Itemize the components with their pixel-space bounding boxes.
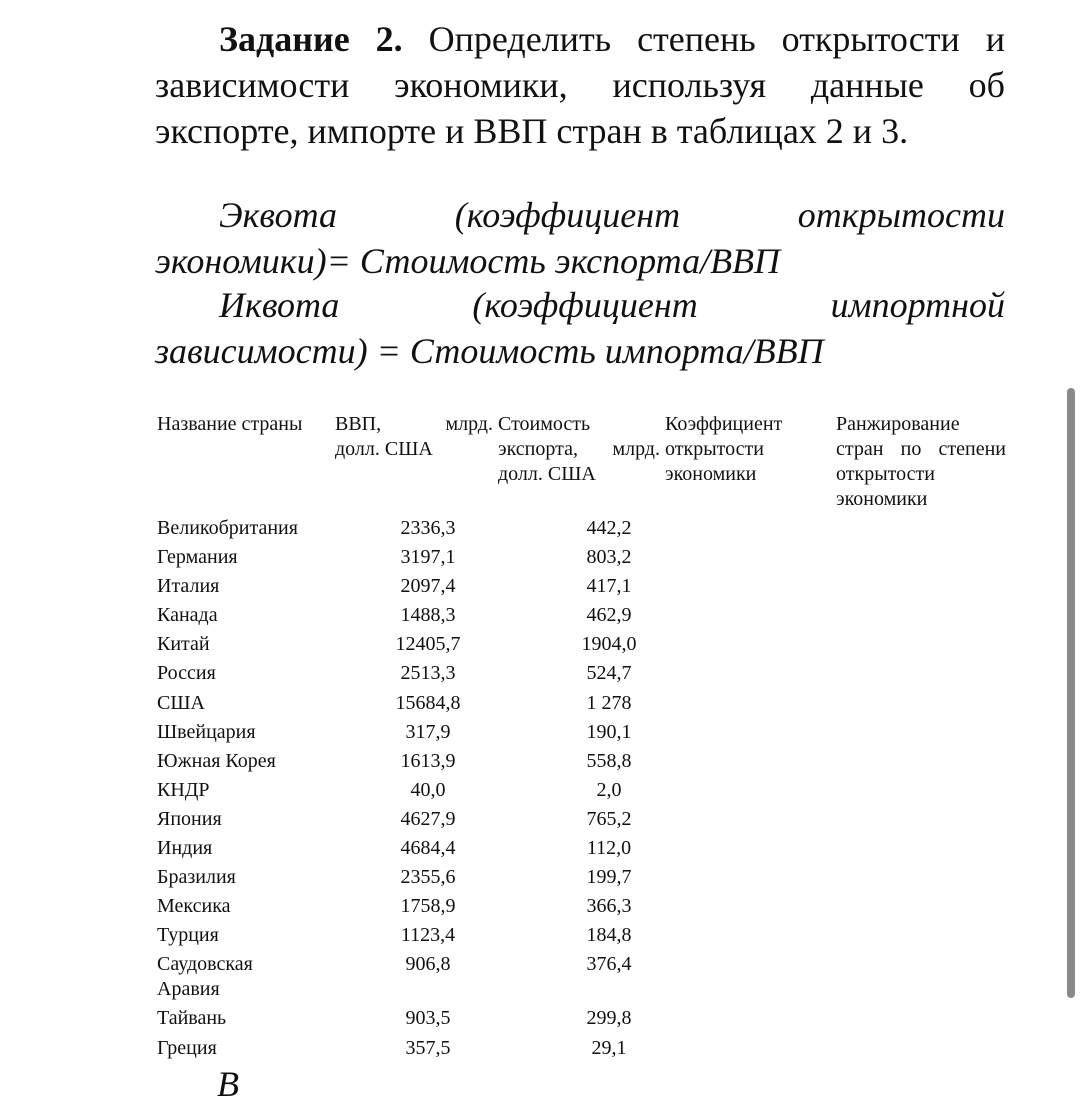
formula-term: Иквота bbox=[219, 285, 340, 325]
cell-country: Италия bbox=[157, 575, 220, 598]
table-row bbox=[157, 865, 1007, 894]
cell-gdp: 357,5 bbox=[405, 1036, 451, 1059]
formula-term: импортной bbox=[830, 285, 1005, 325]
cell-country: Саудовская Аравия bbox=[157, 953, 253, 1001]
cell-gdp: 1123,4 bbox=[400, 924, 456, 947]
vertical-scrollbar[interactable] bbox=[1067, 388, 1075, 998]
cell-export: 2,0 bbox=[596, 778, 622, 801]
header-text: ВВП, bbox=[335, 413, 382, 435]
cell-gdp: 12405,7 bbox=[395, 633, 461, 656]
cell-export: 29,1 bbox=[591, 1036, 627, 1059]
table-row bbox=[157, 749, 1007, 778]
table-row bbox=[157, 778, 1007, 807]
cell-country: Индия bbox=[157, 837, 213, 860]
cell-country: Канада bbox=[157, 604, 218, 627]
task-text: Определить степень открытости и зависимости экономики, используя данные об экспорте, импорте и ВВП стран в таблицах 2 и 3. bbox=[155, 19, 1005, 151]
table-row bbox=[157, 545, 1007, 574]
table-row bbox=[157, 952, 1007, 1006]
cell-export: 524,7 bbox=[586, 662, 632, 685]
header-text: Ранжирование bbox=[836, 413, 960, 435]
cell-gdp: 1488,3 bbox=[400, 604, 456, 627]
table-row bbox=[157, 1036, 1007, 1065]
table-row bbox=[157, 836, 1007, 865]
import-quota-formula bbox=[155, 282, 1005, 374]
formula-term: (коэффициент bbox=[454, 195, 681, 235]
cell-export: 765,2 bbox=[586, 807, 632, 830]
header-text: открытости bbox=[665, 438, 764, 460]
cell-gdp: 903,5 bbox=[405, 1007, 451, 1030]
cell-gdp: 15684,8 bbox=[395, 691, 461, 714]
cell-export: 1904,0 bbox=[581, 633, 637, 656]
table-row bbox=[157, 516, 1007, 545]
formula-definition: экономики)= Стоимость экспорта/ВВП bbox=[155, 241, 781, 281]
cell-gdp: 2355,6 bbox=[400, 866, 456, 889]
cell-export: 376,4 bbox=[586, 953, 632, 976]
cell-country: Мексика bbox=[157, 895, 231, 918]
formula-term: (коэффициент bbox=[472, 285, 698, 325]
cell-export: 299,8 bbox=[586, 1007, 632, 1030]
cell-gdp: 2513,3 bbox=[400, 662, 456, 685]
table-row bbox=[157, 1006, 1007, 1035]
formula-definition: зависимости) = Стоимость импорта/ВВП bbox=[155, 331, 824, 371]
header-gdp bbox=[335, 412, 493, 462]
cell-gdp: 4627,9 bbox=[400, 807, 456, 830]
cell-country: КНДР bbox=[157, 778, 210, 801]
cell-gdp: 2336,3 bbox=[400, 517, 456, 539]
cell-export: 442,2 bbox=[586, 517, 632, 539]
cell-export: 112,0 bbox=[586, 837, 632, 860]
cell-export: 184,8 bbox=[586, 924, 632, 947]
header-text: экспорта, bbox=[498, 438, 578, 460]
table-row bbox=[157, 720, 1007, 749]
cell-gdp: 906,8 bbox=[405, 953, 451, 976]
header-openness-coefficient bbox=[665, 412, 815, 487]
cell-export: 190,1 bbox=[586, 720, 632, 743]
cell-country: Швейцария bbox=[157, 720, 256, 743]
formula-term: открытости bbox=[797, 195, 1005, 235]
header-ranking bbox=[836, 412, 1006, 512]
header-text: млрд. bbox=[445, 413, 493, 435]
cell-country: США bbox=[157, 691, 205, 714]
header-text: Стоимость bbox=[498, 413, 591, 435]
header-text: экономики bbox=[665, 463, 757, 485]
header-text: долл. США bbox=[498, 463, 596, 485]
cell-gdp: 2097,4 bbox=[400, 575, 456, 598]
cell-export: 1 278 bbox=[586, 691, 632, 714]
cell-country: Турция bbox=[157, 924, 219, 947]
table-body bbox=[157, 516, 1007, 1065]
cell-gdp: 4684,4 bbox=[400, 837, 456, 860]
task-label: Задание 2. bbox=[219, 19, 403, 59]
header-export bbox=[498, 412, 660, 487]
cell-country: Великобритания bbox=[157, 517, 298, 539]
header-text: Коэффициент bbox=[665, 413, 783, 435]
table-row bbox=[157, 923, 1007, 952]
cell-country: Германия bbox=[157, 546, 238, 569]
table-row bbox=[157, 691, 1007, 720]
cell-country: Бразилия bbox=[157, 866, 236, 889]
cell-export: 199,7 bbox=[586, 866, 632, 889]
table-row bbox=[157, 632, 1007, 661]
table-header bbox=[157, 412, 1007, 512]
table-row bbox=[157, 574, 1007, 603]
cell-country: Греция bbox=[157, 1036, 217, 1059]
cell-gdp: 1758,9 bbox=[400, 895, 456, 918]
countries-table bbox=[157, 412, 1007, 1059]
table-row bbox=[157, 807, 1007, 836]
cell-gdp: 3197,1 bbox=[400, 546, 456, 569]
export-quota-formula bbox=[155, 192, 1005, 284]
cell-country: Россия bbox=[157, 662, 216, 685]
header-text: млрд. bbox=[612, 438, 660, 460]
cell-gdp: 1613,9 bbox=[400, 749, 456, 772]
cell-export: 558,8 bbox=[586, 749, 632, 772]
cell-country: Япония bbox=[157, 807, 222, 830]
cell-gdp: 40,0 bbox=[410, 778, 446, 801]
table-row bbox=[157, 894, 1007, 923]
cell-export: 366,3 bbox=[586, 895, 632, 918]
cell-export: 417,1 bbox=[586, 575, 632, 598]
header-text: стран bbox=[836, 438, 884, 460]
cell-export: 803,2 bbox=[586, 546, 632, 569]
table-row bbox=[157, 603, 1007, 632]
header-text: долл. США bbox=[335, 438, 433, 460]
header-text: степени bbox=[938, 438, 1006, 460]
cell-country: Китай bbox=[157, 633, 210, 656]
header-country: Название страны bbox=[157, 413, 303, 435]
cell-export: 462,9 bbox=[586, 604, 632, 627]
header-text: открытости bbox=[836, 463, 935, 485]
formula-term: Эквота bbox=[219, 195, 338, 235]
cell-country: Южная Корея bbox=[157, 749, 276, 772]
header-text: по bbox=[900, 438, 922, 460]
cell-gdp: 317,9 bbox=[405, 720, 451, 743]
next-paragraph-start: В bbox=[217, 1064, 239, 1104]
task-paragraph bbox=[155, 16, 1005, 154]
table-row bbox=[157, 661, 1007, 690]
header-text: экономики bbox=[836, 488, 928, 510]
cell-country: Тайвань bbox=[157, 1007, 227, 1030]
